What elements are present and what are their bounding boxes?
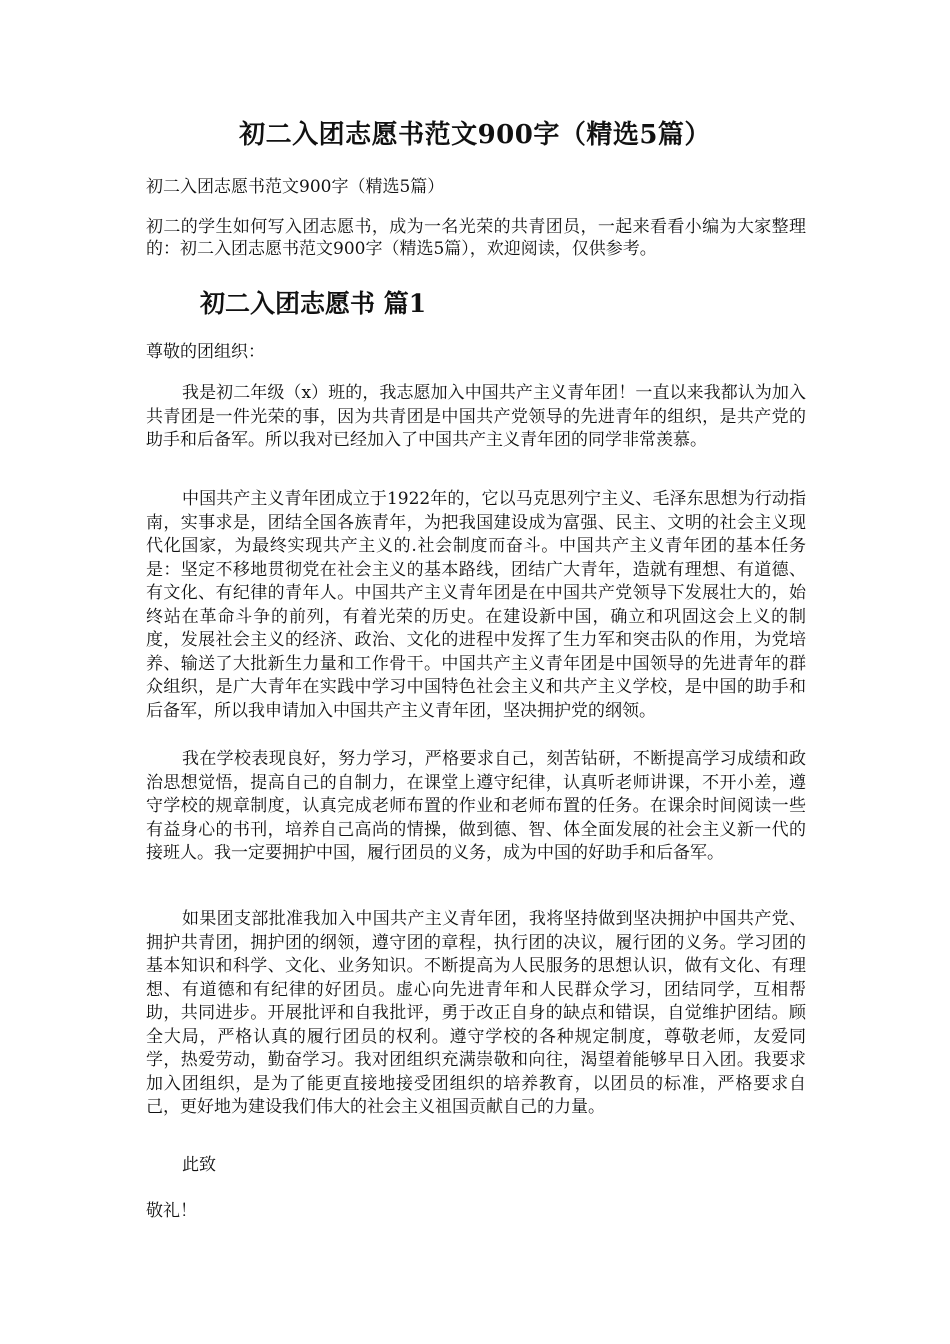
intro-paragraph: 初二的学生如何写入团志愿书，成为一名光荣的共青团员，一起来看看小编为大家整理的：初二入团志愿书范文900字（精选5篇），欢迎阅读，仅供参考。 <box>146 217 806 259</box>
regards-line: 敬礼！ <box>146 1201 197 1221</box>
document-title: 初二入团志愿书范文900字（精选5篇） <box>239 120 711 150</box>
salutation: 尊敬的团组织： <box>146 342 265 362</box>
body-paragraph-1: 我是初二年级（x）班的，我志愿加入中国共产主义青年团！一直以来我都认为加入共青团是一件光荣的事，因为共青团是中国共产党领导的先进青年的组织，是共产党的助手和后备军。所以我对已经加入了中国共产主义青年团的同学非常羡慕。 <box>146 383 806 450</box>
document-subtitle: 初二入团志愿书范文900字（精选5篇） <box>146 177 445 197</box>
body-paragraph-2: 中国共产主义青年团成立于1922年的，它以马克思列宁主义、毛泽东思想为行动指南，实事求是，团结全国各族青年，为把我国建设成为富强、民主、文明的社会主义现代化国家，为最终实现共产主义的.社会制度而奋斗。中国共产主义青年团的基本任务是：坚定不移地贯彻党在社会主义的基本路线，团结广大青年，造就有理想、有道德、有文化、有纪律的青年人。中国共产主义青年团是在中国共产党领导下发展壮大的，始终站在革命斗争的前列，有着光荣的历史。在建设新中国，确立和巩固这会上义的制度，发展社会主义的经济、政治、文化的进程中发挥了生力军和突击队的作用，为党培养、输送了大批新生力量和工作骨干。中国共产主义青年团是中国领导的先进青年的群众组织，是广大青年在实践中学习中国特色社会主义和共产主义学校，是中国的助手和后备军，所以我申请加入中国共产主义青年团，坚决拥护党的纲领。 <box>146 489 806 721</box>
closing-line: 此致 <box>182 1155 216 1175</box>
body-paragraph-3: 我在学校表现良好，努力学习，严格要求自己，刻苦钻研，不断提高学习成绩和政治思想觉悟，提高自己的自制力，在课堂上遵守纪律，认真听老师讲课，不开小差，遵守学校的规章制度，认真完成老师布置的作业和老师布置的任务。在课余时间阅读一些有益身心的书刊，培养自己高尚的情操，做到德、智、体全面发展的社会主义新一代的接班人。我一定要拥护中国，履行团员的义务，成为中国的好助手和后备军。 <box>146 749 806 863</box>
body-paragraph-4: 如果团支部批准我加入中国共产主义青年团，我将坚持做到坚决拥护中国共产党、拥护共青团，拥护团的纲领，遵守团的章程，执行团的决议，履行团的义务。学习团的基本知识和科学、文化、业务知识。不断提高为人民服务的思想认识，做有文化、有理想、有道德和有纪律的好团员。虚心向先进青年和人民群众学习，团结同学，互相帮助，共同进步。开展批评和自我批评，勇于改正自身的缺点和错误，自觉维护团结。顾全大局，严格认真的履行团员的权利。遵守学校的各种规定制度，尊敬老师，友爱同学，热爱劳动，勤奋学习。我对团组织充满崇敬和向往，渴望着能够早日入团。我要求加入团组织，是为了能更直接地接受团组织的培养教育，以团员的标准，严格要求自己，更好地为建设我们伟大的社会主义祖国贡献自己的力量。 <box>146 909 806 1117</box>
section-heading: 初二入团志愿书 篇1 <box>200 289 427 318</box>
